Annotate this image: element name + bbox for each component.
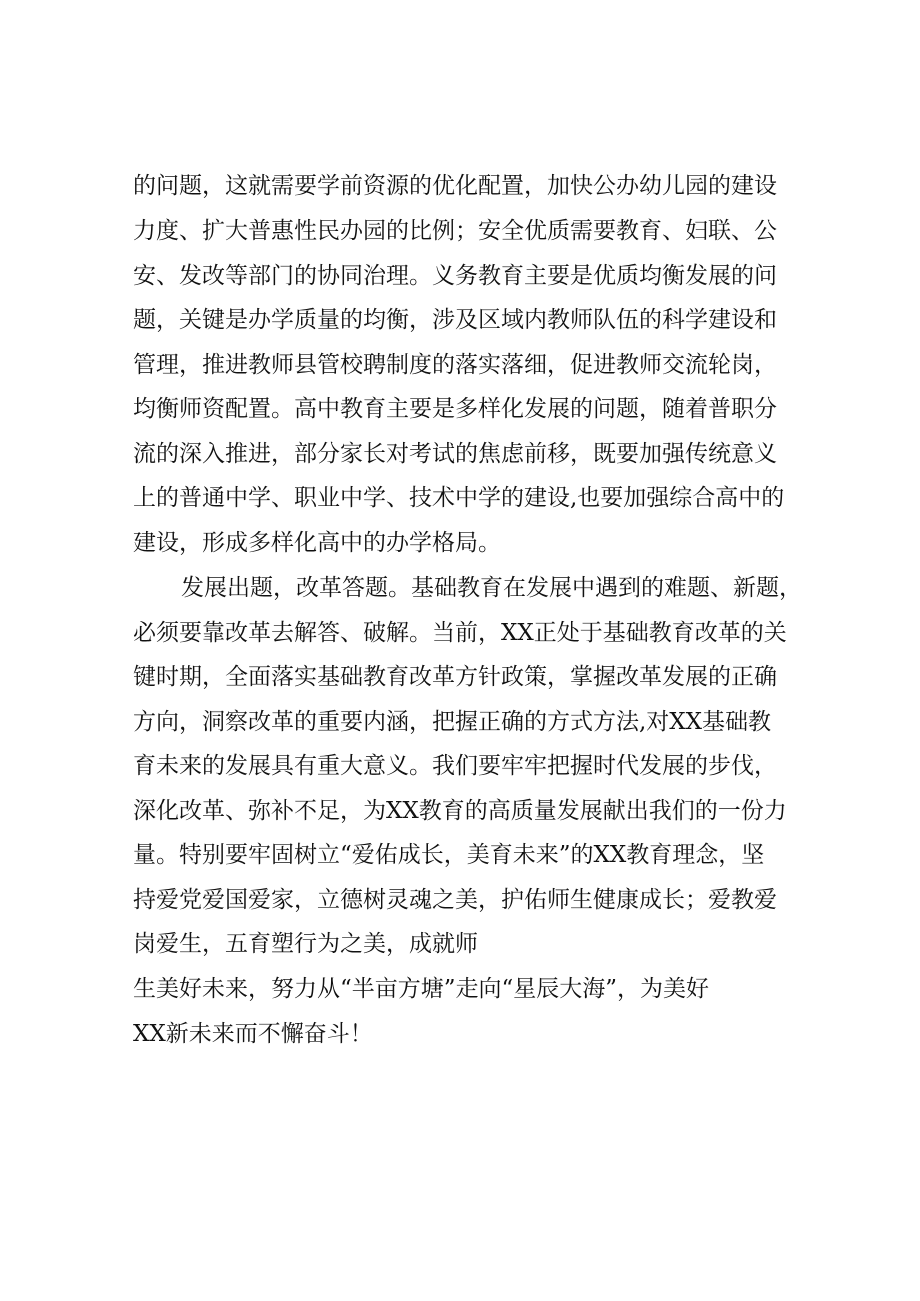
text-line: 流的深入推进，部分家长对考试的焦虑前移，既要加强传统意义 [133, 441, 777, 467]
text-line: 上的普通中学、职业中学、技术中学的建设,也要加强综合高中的 [133, 485, 785, 511]
text-line: 育未来的发展具有重大意义。我们要牢牢把握时代发展的步伐， [133, 753, 777, 779]
text-line: 发展出题，改革答题。基础教育在发展中遇到的难题、新题， [181, 575, 802, 601]
text-line: 的问题，这就需要学前资源的优化配置，加快公办幼儿园的建设 [133, 173, 777, 199]
text-line: 均衡师资配置。高中教育主要是多样化发展的问题，随着普职分 [133, 396, 777, 422]
text-line: 管理，推进教师县管校聘制度的落实落细，促进教师交流轮岗， [133, 352, 777, 378]
text-line: 力度、扩大普惠性民办园的比例；安全优质需要教育、妇联、公 [133, 218, 777, 244]
text-line: 题，关键是办学质量的均衡，涉及区域内教师队伍的科学建设和 [133, 307, 777, 333]
text-line: 量。特别要牢固树立“爱佑成长，美育未来”的XX教育理念，坚 [133, 842, 765, 868]
text-line: 安、发改等部门的协同治理。义务教育主要是优质均衡发展的问 [133, 263, 777, 289]
text-line: XX新未来而不懈奋斗！ [133, 1021, 373, 1047]
text-line: 持爱党爱国爱家，立德树灵魂之美，护佑师生健康成长；爱教爱 [133, 887, 777, 913]
text-line: 岗爱生，五育塑行为之美，成就师 [133, 931, 478, 957]
text-line: 深化改革、弥补不足，为XX教育的高质量发展献出我们的一份力 [133, 798, 787, 824]
text-line: 键时期，全面落实基础教育改革方针政策，掌握改革发展的正确 [133, 664, 777, 690]
text-line: 建设，形成多样化高中的办学格局。 [133, 530, 501, 556]
text-line: 必须要靠改革去解答、破解。当前，XX正处于基础教育改革的关 [133, 620, 787, 646]
text-line: 生美好未来，努力从“半亩方塘”走向“星辰大海”，为美好 [133, 976, 710, 1002]
text-line: 方向，洞察改革的重要内涵，把握正确的方式方法,对XX基础教 [133, 709, 772, 735]
